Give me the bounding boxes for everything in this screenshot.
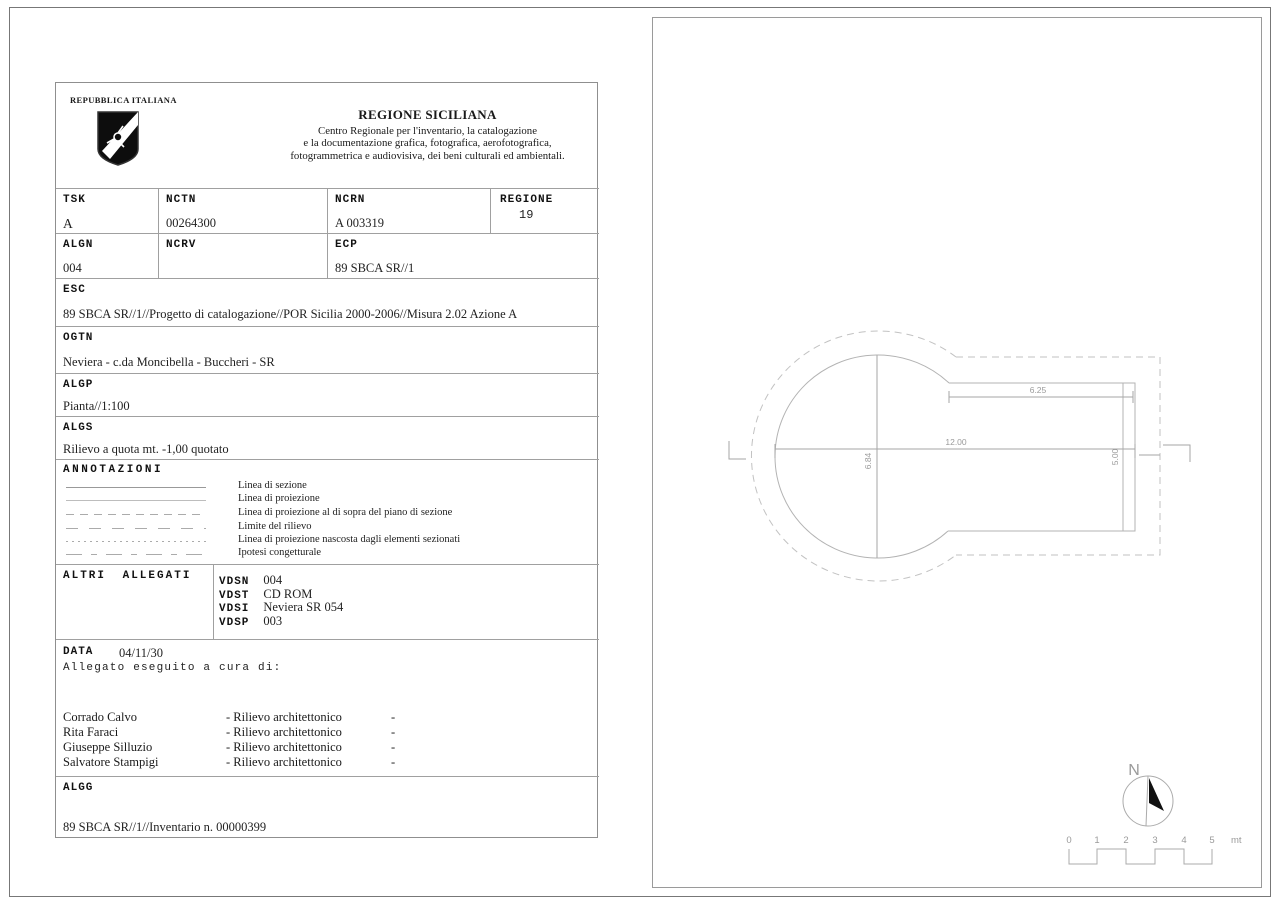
field-ecp-value: 89 SBCA SR//1: [335, 261, 415, 275]
region-subtitle: [256, 125, 599, 162]
field-tsk: [56, 189, 158, 233]
neviera-plan-drawing: [652, 17, 1262, 888]
scale-tick-0: 0: [1066, 835, 1072, 846]
field-algs-value: Rilievo a quota mt. -1,00 quotato: [63, 442, 229, 456]
field-algn-value: 004: [63, 261, 82, 275]
scale-tick-5: 5: [1209, 835, 1215, 846]
altri-allegati-label: ALTRI ALLEGATI: [63, 570, 192, 582]
legend-line-dashed: [66, 514, 206, 515]
field-algp-label: ALGP: [63, 379, 94, 391]
header-text-block: [256, 107, 599, 162]
field-esc-label: ESC: [63, 284, 86, 296]
form-header: [56, 83, 599, 188]
plan-section-outline: [775, 355, 1135, 558]
dim-chamber-diameter: 6.84: [863, 452, 873, 470]
legend-line-conjecture: [66, 554, 206, 555]
legend-item: Linea di sezione: [66, 481, 586, 495]
legend-item: Ipotesi congetturale: [66, 548, 586, 562]
republic-label: REPUBBLICA ITALIANA: [70, 95, 177, 105]
compass-needle-fill: [1149, 778, 1164, 811]
scale-tick-1: 1: [1094, 835, 1100, 846]
field-ogtn-value: Neviera - c.da Moncibella - Buccheri - SR: [63, 355, 275, 369]
field-ncrn: [327, 189, 490, 233]
field-algn-label: ALGN: [63, 239, 94, 251]
legend-item: Limite del rilievo: [66, 522, 586, 536]
subtitle-line-3: fotogrammetrica e audiovisiva, dei beni culturali ed ambientali.: [290, 149, 565, 162]
legend-item: Linea di proiezione nascosta dagli elementi sezionati: [66, 535, 586, 549]
legend-line-survey-limit: [66, 528, 206, 529]
scale-bar: [1066, 835, 1242, 864]
vdsn-entry: VDSN 004: [219, 573, 283, 588]
subtitle-line-1: Centro Regionale per l'inventario, la catalogazione: [318, 125, 537, 137]
corridor-outline: [948, 383, 1135, 531]
scale-tick-4: 4: [1181, 835, 1187, 846]
dim-total-length: 12.00: [945, 437, 967, 447]
vdsi-entry: VDSI Neviera SR 054: [219, 600, 344, 615]
field-nctn-value: 00264300: [166, 216, 216, 230]
scale-tick-2: 2: [1123, 835, 1129, 846]
field-tsk-value: A: [63, 216, 73, 231]
catalog-form: [55, 82, 598, 838]
field-algn: [56, 234, 158, 278]
subtitle-line-2: e la documentazione grafica, fotografica, aerofotografica,: [303, 137, 552, 150]
scale-tick-3: 3: [1152, 835, 1158, 846]
field-tsk-label: TSK: [63, 194, 86, 206]
vdsp-entry: VDSP 003: [219, 614, 283, 629]
field-ncrn-value: A 003319: [335, 216, 384, 230]
field-ncrv: [158, 234, 327, 278]
algg-value: 89 SBCA SR//1//Inventario n. 00000399: [63, 820, 267, 834]
north-letter: N: [1128, 762, 1140, 779]
algg-label: ALGG: [63, 782, 94, 794]
region-title: REGIONE SICILIANA: [358, 107, 497, 122]
field-ncrv-label: NCRV: [166, 239, 197, 251]
altri-allegati-section: [56, 564, 599, 639]
legend-line-solid: [66, 487, 206, 489]
data-label: DATA: [63, 646, 94, 658]
field-ogtn-label: OGTN: [63, 332, 94, 344]
legend-item: Linea di proiezione: [66, 494, 586, 508]
field-ecp-label: ECP: [335, 239, 358, 251]
survey-limit-bracket-right: [1163, 445, 1190, 462]
field-nctn: [158, 189, 327, 233]
scale-unit: mt: [1231, 835, 1242, 846]
field-ecp: [327, 234, 599, 278]
sicily-coat-of-arms-icon: [96, 111, 140, 167]
scale-bar-steps: [1069, 849, 1212, 864]
data-note: Allegato eseguito a cura di:: [63, 662, 282, 674]
dim-corridor-length: 6.25: [1029, 385, 1047, 395]
data-section: DATA 04/11/30 Allegato eseguito a cura di: Corrado Calvo - Rilievo architettonico - Rita Faraci - Rilievo architettonico - Giuseppe Silluzio - Rilievo architettonico - Salvatore Stampigi - Rilievo architettonico -: [56, 639, 599, 776]
field-algp-value: Pianta//1:100: [63, 399, 130, 413]
algg-section: [56, 776, 599, 839]
field-esc: [56, 278, 599, 326]
field-regione-label: REGIONE: [500, 194, 554, 206]
north-arrow: [1123, 762, 1173, 826]
legend-line-dotted: [66, 541, 206, 542]
dimension-labels: [863, 385, 1120, 469]
field-ogtn: [56, 326, 599, 373]
plan-dashed-boundary: [751, 331, 1160, 581]
dimension-lines: [729, 355, 1190, 558]
field-esc-value: 89 SBCA SR//1//Progetto di catalogazione//POR Sicilia 2000-2006//Misura 2.02 Azione A: [63, 307, 518, 321]
dashed-rect: [956, 357, 1160, 555]
legend-line-projection: [66, 500, 206, 502]
divider: [213, 565, 214, 639]
dashed-arc: [751, 331, 956, 581]
chamber-circle-outline: [775, 355, 949, 558]
annotazioni-section: [56, 459, 599, 564]
field-algp: [56, 373, 599, 416]
field-algs: [56, 416, 599, 459]
field-nctn-label: NCTN: [166, 194, 197, 206]
compass-needle-line: [1146, 776, 1148, 826]
form-row-codes-1: [56, 188, 599, 233]
form-row-codes-2: [56, 233, 599, 278]
data-date: 04/11/30: [119, 646, 163, 660]
field-regione: [490, 189, 599, 233]
field-ncrn-label: NCRN: [335, 194, 366, 206]
field-regione-value: 19: [519, 208, 534, 222]
vdst-entry: VDST CD ROM: [219, 587, 313, 602]
field-algs-label: ALGS: [63, 422, 94, 434]
scale-bar-labels: [1066, 835, 1242, 846]
dim-corridor-width: 5.00: [1110, 448, 1120, 466]
annotazioni-label: ANNOTAZIONI: [63, 464, 164, 476]
legend-item: Linea di proiezione al di sopra del piano di sezione: [66, 508, 586, 522]
survey-limit-bracket-left: [729, 441, 746, 459]
